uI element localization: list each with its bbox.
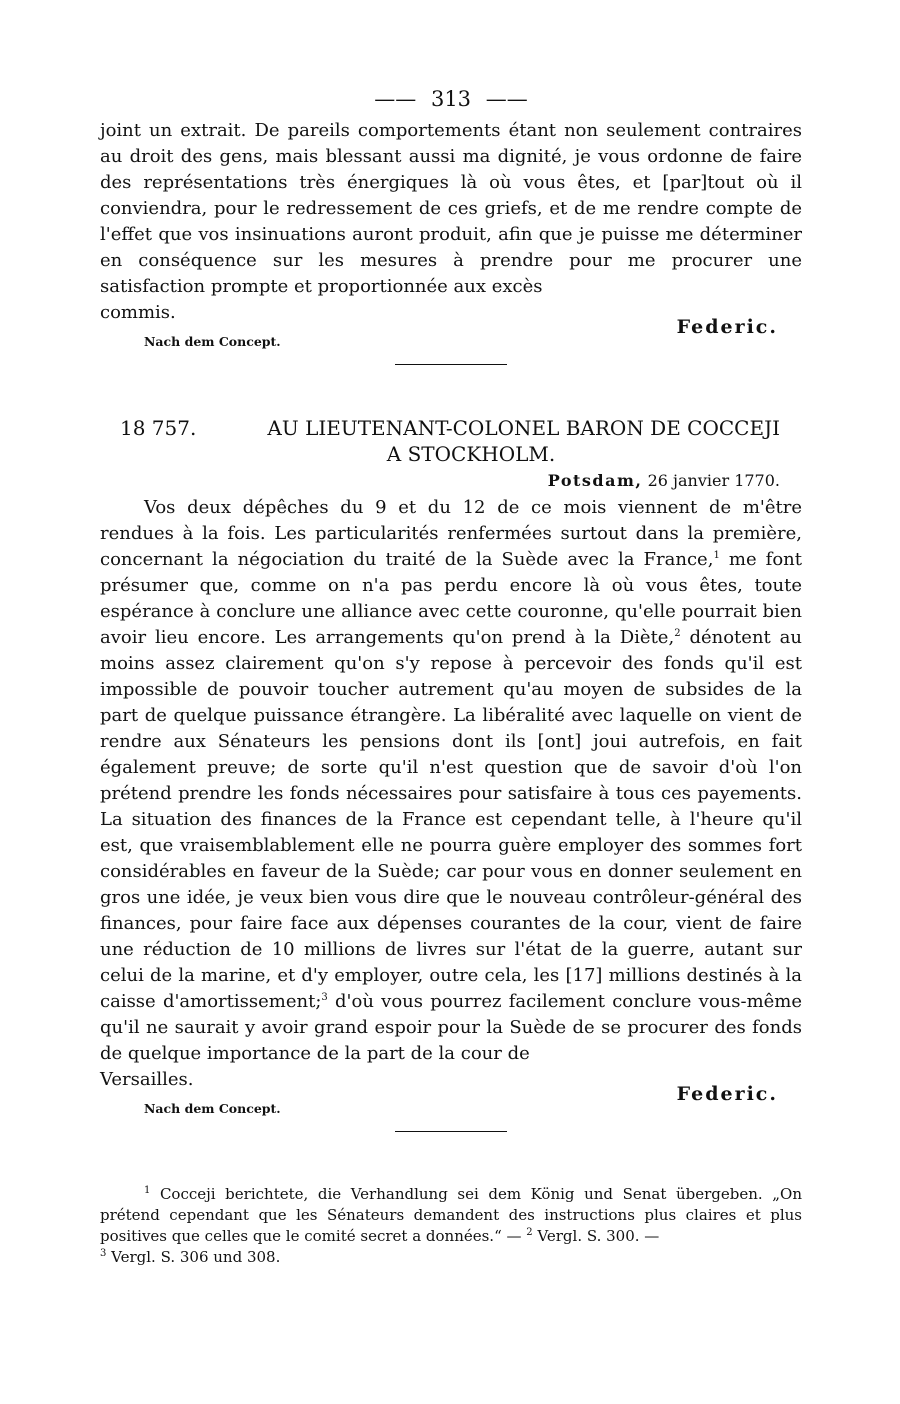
footnote-ref-3: 3	[321, 992, 328, 1003]
continued-paragraph: joint un extrait. De pareils comportements étant non seulement contraires au droit des gens, mais blessant aussi ma dignité, je vous ordonne de faire des représentations très énergiques là où vous êtes, et [par]tout où il conviendra, pour le redressement de ces griefs, et de me rendre compte de l'effet que vos insinuations auront produit, afin que je puisse me déterminer en conséquence sur les mesures à prendre pour me procurer une satisfaction prompte et proportionnée aux excès	[100, 120, 802, 297]
footnote-mark-1: 1	[144, 1185, 151, 1196]
footnote-mark-3: 3	[100, 1248, 107, 1259]
book-page	[100, 84, 802, 1268]
page-header	[100, 84, 802, 114]
source-note: Nach dem Concept.	[144, 1101, 281, 1116]
footnote-block	[100, 1184, 802, 1268]
footnotes	[100, 1184, 802, 1268]
continued-paragraph-last-line: commis.	[100, 302, 176, 323]
letter-body-part3: dénotent au moins assez clairement qu'on s'y repose à percevoir des fonds qu'il est impossible de pouvoir toucher autrement qu'au moyen de subsides de la part de quelque puissance étrangère. La libéralité avec laquelle on vient de rendre aux Sénateurs les pensions dont ils [ont] joui autrefois, en fait également preuve; de sorte qu'il n'est question que de savoir d'où l'on prétend prendre les fonds nécessaires pour satisfaire à tous ces payements. La situation des finances de la France est cependant telle, à l'heure qu'il est, que vraisemblablement elle ne pourra guère employer des sommes fort considérables en faveur de la Suède; car pour vous en donner seulement en gros une idée, je veux bien vous dire que le nouveau contrôleur-général des finances, pour faire face aux dépenses courantes de la cour, vient de faire une réduction de 10 millions de livres sur l'état de la guerre, autant sur celui de la marine, et d'y employer, outre cela, les [17] millions destinés à la caisse d'amortissement;	[100, 627, 802, 1012]
signature: Federic.	[676, 1083, 778, 1105]
footnote-1: Cocceji berichtete, die Verhandlung sei dem König und Senat übergeben. „On prétend cependant que les Sénateurs demandent des instructions plus claires et plus positives que celles que le comité secret a données.“ —	[100, 1185, 802, 1245]
letter-body	[100, 495, 802, 1067]
footnote-ref-1: 1	[713, 550, 720, 561]
closing-block-2	[100, 1083, 802, 1119]
header-dash-left: ——	[374, 87, 417, 111]
footnote-2: Vergl. S. 300. —	[532, 1227, 660, 1245]
section-separator	[395, 364, 507, 365]
footnote-separator	[395, 1131, 507, 1132]
footnote-mark-2: 2	[526, 1227, 533, 1238]
letter-body-part2: me font présumer que, comme on n'a pas perdu encore là où vous êtes, toute espérance à conclure une alliance avec cette couronne, qu'elle pourrait bien avoir lieu encore. Les arrangements qu'on prend à la Diète,	[100, 549, 802, 648]
letter-number: 18 757.	[120, 416, 197, 440]
footnote-ref-2: 2	[674, 628, 681, 639]
letter-place: Potsdam,	[547, 471, 643, 490]
footnote-3: Vergl. S. 306 und 308.	[106, 1248, 281, 1266]
signature: Federic.	[676, 316, 778, 338]
letter-body-last-line: Versailles.	[100, 1069, 194, 1090]
letter-dateline	[100, 467, 802, 495]
letter-heading	[100, 415, 802, 467]
letter-body-part4: d'où vous pourrez facilement conclure vous-même qu'il ne saurait y avoir grand espoir pour la Suède de se procurer des fonds de quelque importance de la part de la cour de	[100, 991, 803, 1064]
letter-body-part1: Vos deux dépêches du 9 et du 12 de ce mois viennent de m'être rendues à la fois. Les particularités renfermées surtout dans la première, concernant la négociation du traité de la Suède avec la France,	[100, 497, 802, 570]
page-number: 313	[430, 87, 472, 111]
letter-date: 26 janvier 1770.	[647, 471, 780, 490]
letter-addressee-location: A STOCKHOLM.	[386, 442, 556, 466]
closing-block-1	[100, 316, 802, 352]
header-dash-right: ——	[485, 87, 528, 111]
letter-addressee: AU LIEUTENANT-COLONEL BARON DE COCCEJI	[267, 416, 780, 440]
source-note: Nach dem Concept.	[144, 334, 281, 349]
